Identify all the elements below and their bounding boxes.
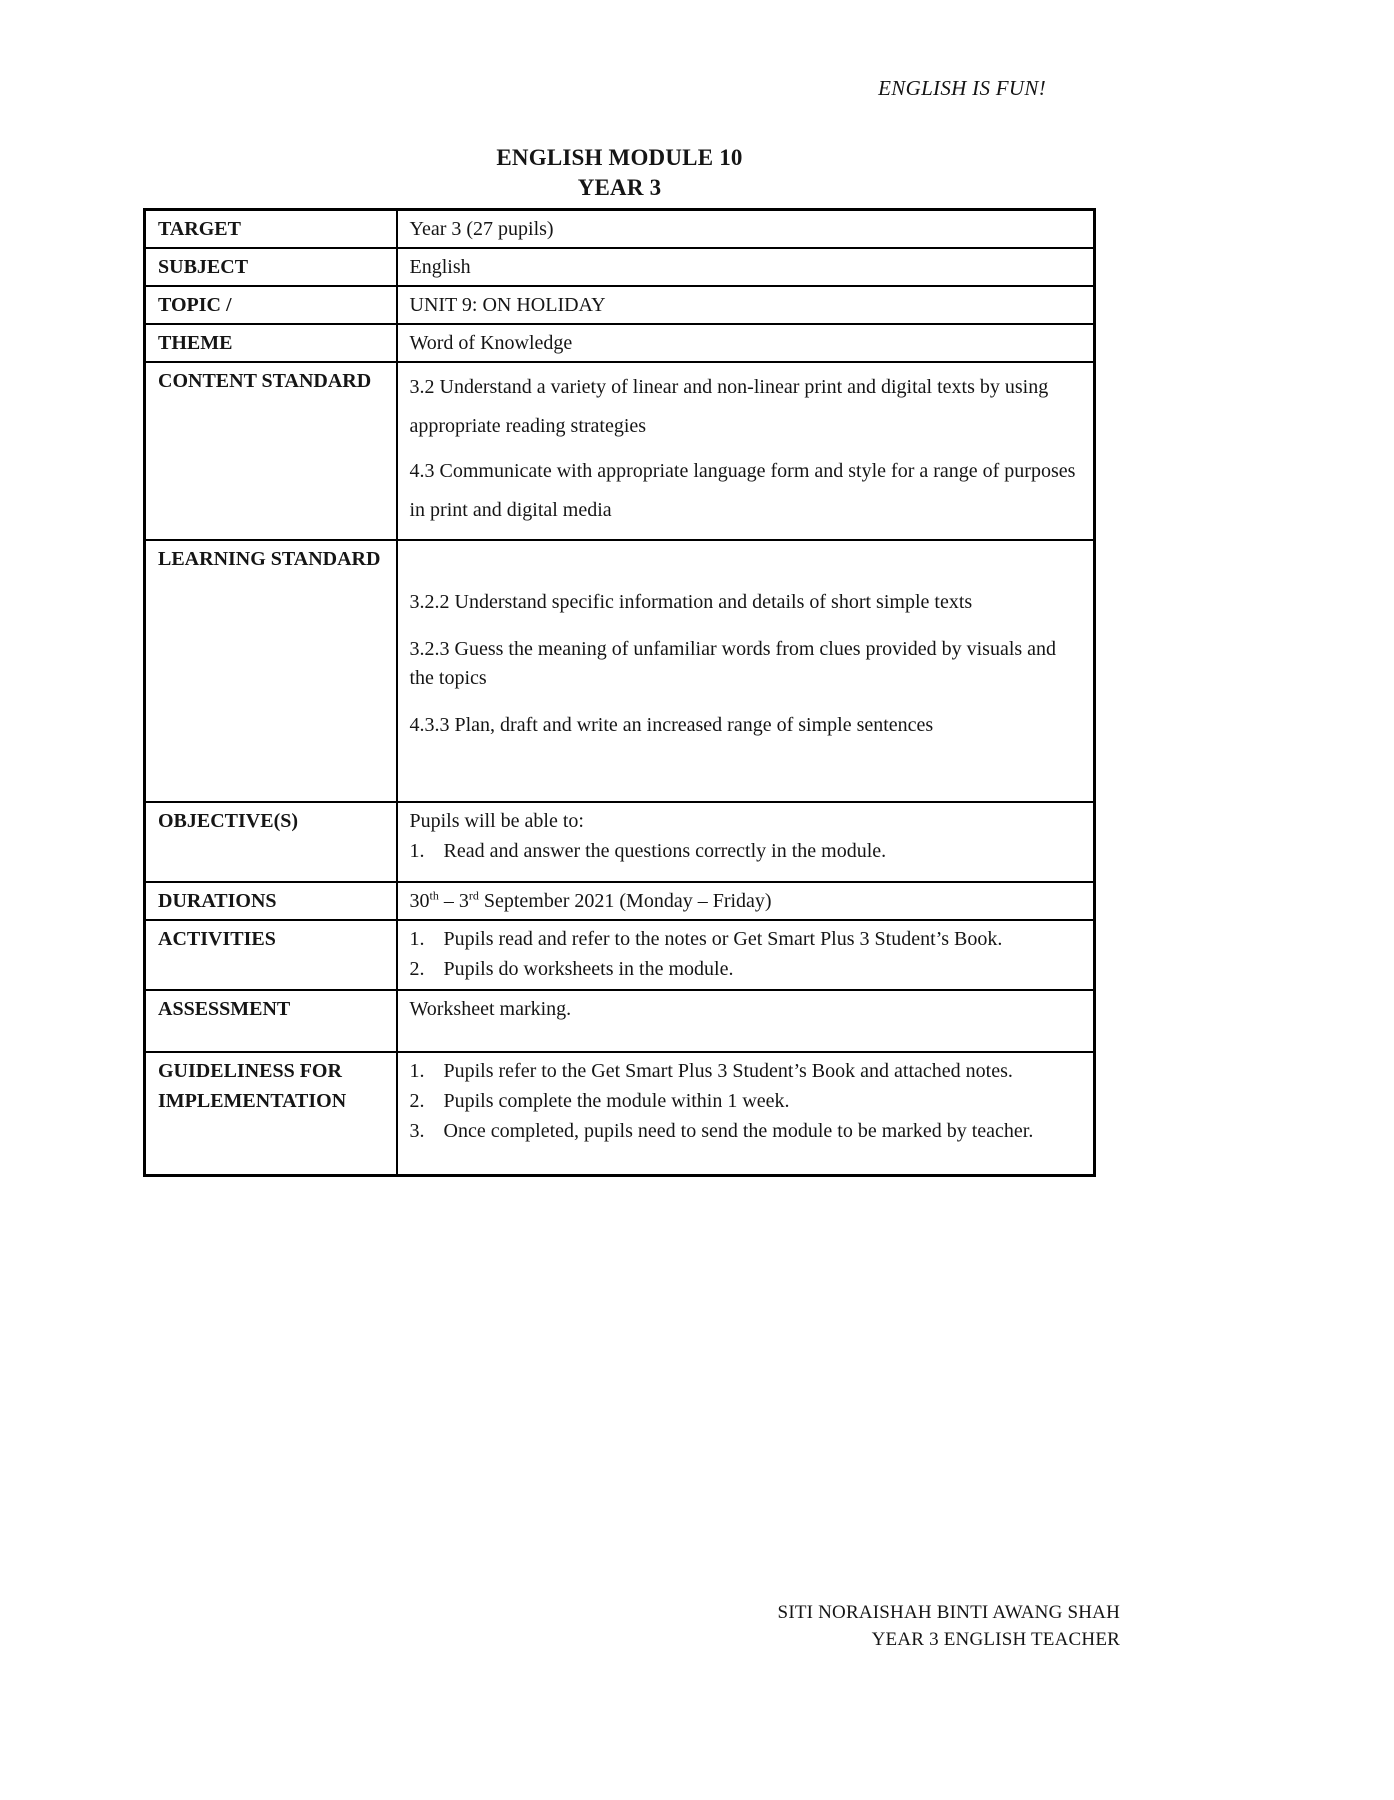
table-row-objectives (145, 802, 1095, 882)
lesson-plan-table (143, 208, 1096, 1177)
row-label: TARGET (145, 210, 397, 249)
row-value: Year 3 (27 pupils) (397, 210, 1095, 249)
table-row-guidelines (145, 1052, 1095, 1175)
duration-text: 30th – 3rd September 2021 (Monday – Friday) (409, 888, 772, 912)
activities-list (410, 924, 1084, 984)
list-item (410, 1056, 1084, 1086)
guidelines-list (410, 1056, 1084, 1146)
list-item (410, 954, 1084, 984)
row-label: TOPIC / (145, 286, 397, 324)
row-label: THEME (145, 324, 397, 362)
table-row-topic (145, 286, 1095, 324)
row-label: LEARNING STANDARD (145, 540, 397, 802)
document-title (143, 143, 1096, 203)
row-value (397, 882, 1095, 920)
row-value (397, 540, 1095, 802)
row-value: Word of Knowledge (397, 324, 1095, 362)
content-standard-paragraph: 3.2 Understand a variety of linear and non-linear print and digital texts by using appropriate reading strategies (409, 376, 1049, 437)
ordinal-suffix: th (429, 888, 439, 903)
row-label: GUIDELINESS FOR IMPLEMENTATION (145, 1052, 397, 1175)
learning-standard-paragraph: 3.2.2 Understand specific information and details of short simple texts (409, 591, 973, 613)
title-line-2: YEAR 3 (577, 175, 662, 200)
list-item (410, 1086, 1084, 1116)
list-item (410, 924, 1084, 954)
row-label: DURATIONS (145, 882, 397, 920)
table-row-learning-standard (145, 540, 1095, 802)
page-tagline: ENGLISH IS FUN! (878, 76, 1046, 100)
table-row-durations (145, 882, 1095, 920)
footer-teacher-name: SITI NORAISHAH BINTI AWANG SHAH (777, 1602, 1120, 1623)
list-item (410, 836, 1084, 866)
footer-teacher-role: YEAR 3 ENGLISH TEACHER (871, 1629, 1120, 1650)
objectives-list (410, 836, 1084, 866)
objectives-intro: Pupils will be able to: (409, 810, 584, 832)
row-value (397, 1052, 1095, 1175)
row-value (397, 802, 1095, 882)
learning-standard-body (410, 544, 1084, 740)
table-row-activities (145, 920, 1095, 990)
row-label: ASSESSMENT (145, 990, 397, 1052)
list-item-text: Pupils do worksheets in the module. (443, 958, 734, 980)
footer-signature (778, 1599, 1120, 1653)
table-row-assessment (145, 990, 1095, 1052)
row-value: English (397, 248, 1095, 286)
list-item-text: Pupils refer to the Get Smart Plus 3 Student’s Book and attached notes. (443, 1060, 1013, 1082)
row-label: OBJECTIVE(S) (145, 802, 397, 882)
row-value (397, 920, 1095, 990)
content-standard-paragraph: 4.3 Communicate with appropriate language form and style for a range of purposes in print and digital media (409, 460, 1076, 521)
row-value: Worksheet marking. (397, 990, 1095, 1052)
learning-standard-paragraph: 4.3.3 Plan, draft and write an increased range of simple sentences (409, 714, 934, 736)
list-item-text: Once completed, pupils need to send the module to be marked by teacher. (443, 1120, 1034, 1142)
table-row-subject (145, 248, 1095, 286)
row-label: ACTIVITIES (145, 920, 397, 990)
row-value (397, 362, 1095, 540)
row-label: SUBJECT (145, 248, 397, 286)
list-item-text: Read and answer the questions correctly in the module. (443, 840, 887, 862)
list-item-text: Pupils read and refer to the notes or Get Smart Plus 3 Student’s Book. (443, 928, 1003, 950)
list-item (410, 1116, 1084, 1146)
table-row-theme (145, 324, 1095, 362)
title-line-1: ENGLISH MODULE 10 (496, 145, 743, 170)
row-label: CONTENT STANDARD (145, 362, 397, 540)
learning-standard-paragraph: 3.2.3 Guess the meaning of unfamiliar words from clues provided by visuals and the topics (409, 638, 1057, 689)
row-value: UNIT 9: ON HOLIDAY (397, 286, 1095, 324)
table-row-content-standard (145, 362, 1095, 540)
ordinal-suffix: rd (468, 888, 479, 903)
list-item-text: Pupils complete the module within 1 week. (443, 1090, 790, 1112)
table-row-target (145, 210, 1095, 249)
